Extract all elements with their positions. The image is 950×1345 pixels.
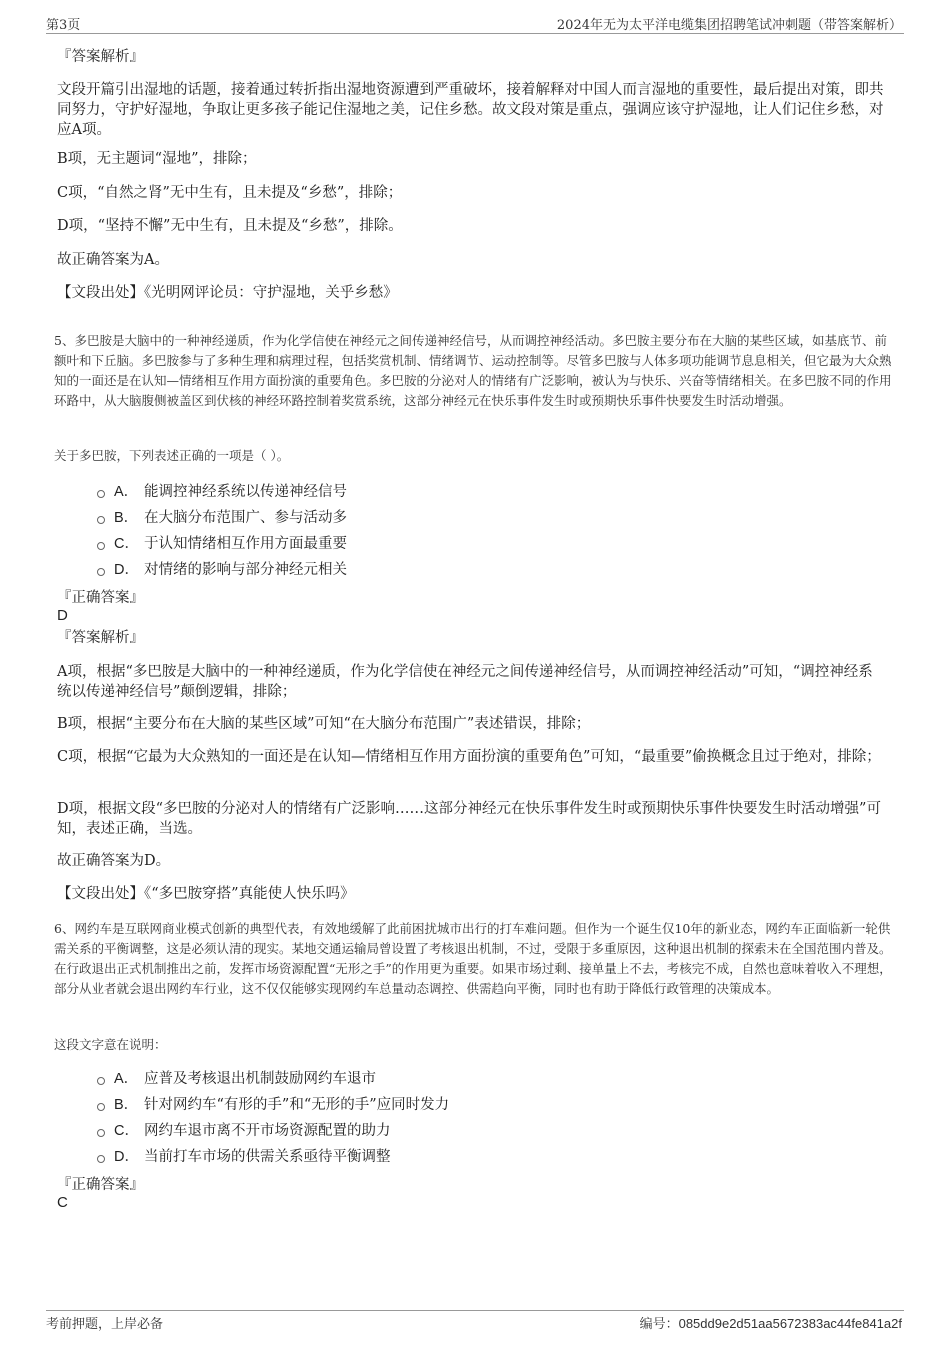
radio-button-icon[interactable] [97, 1077, 105, 1085]
radio-button-icon[interactable] [97, 516, 105, 524]
question-5-passage: 5、多巴胺是大脑中的一种神经递质，作为化学信使在神经元之间传递神经信号，从而调控神经活动。多巴胺主要分布在大脑的某些区域，如基底节、前额叶和下丘脑。多巴胺参与了多种生理和病理过程，包括奖赏机制、情绪调节、运动控制等。尽管多巴胺与人体多项功能调节息息相关，但它最为大众熟知的一面还是在认知—情绪相互作用方面扮演的重要角色。多巴胺的分泌对人的情绪有广泛影响，被认为与快乐、兴奋等情绪相关。在多巴胺不同的作用环路中，从大脑腹侧被盖区到伏核的神经环路控制着奖赏系统，这部分神经元在快乐事件发生时或预期快乐事件快要发生时活动增强。 [54, 333, 892, 408]
analysis-title: 『答案解析』 [57, 630, 144, 646]
radio-button-icon[interactable] [97, 1129, 105, 1137]
radio-button-icon[interactable] [97, 542, 105, 550]
document-title: 2024年无为太平洋电缆集团招聘笔试冲刺题（带答案解析） [556, 18, 902, 33]
analysis-option-d: D项，根据文段“多巴胺的分泌对人的情绪有广泛影响……这部分神经元在快乐事件发生时或预期快乐事件快要发生时活动增强”可知，表述正确，当选。 [57, 801, 881, 837]
footer-slogan: 考前押题，上岸必备 [46, 1317, 164, 1332]
correct-answer-value: D [57, 607, 68, 624]
radio-button-icon[interactable] [97, 490, 105, 498]
analysis-option-d: D项，“坚持不懈”无中生有，且未提及“乡愁”，排除。 [57, 218, 403, 234]
correct-answer-title: 『正确答案』 [57, 1177, 144, 1193]
question-5-option-a[interactable]: A． 能调控神经系统以传递神经信号 [97, 482, 347, 502]
correct-answer-value: C [57, 1194, 68, 1211]
page-number: 第3页 [46, 18, 81, 33]
header-divider [46, 33, 904, 34]
analysis-option-c: C项，根据“它最为大众熟知的一面还是在认知—情绪相互作用方面扮演的重要角色”可知，“最重要”偷换概念且过于绝对，排除； [57, 749, 881, 765]
analysis-paragraph: 文段开篇引出湿地的话题，接着通过转折指出湿地资源遭到严重破坏，接着解释对中国人而言湿地的重要性，最后提出对策，即共同努力，守护好湿地，争取让更多孩子能记住湿地之美，记住乡愁。故文段对策是重点，强调应该守护湿地，让人们记住乡愁，对应A项。 [57, 82, 884, 138]
source-citation: 【文段出处】《光明网评论员：守护湿地，关乎乡愁》 [57, 285, 398, 301]
analysis-option-b: B项，根据“主要分布在大脑的某些区域”可知“在大脑分布范围广”表述错误，排除； [57, 716, 591, 732]
conclusion: 故正确答案为D。 [57, 853, 171, 869]
radio-button-icon[interactable] [97, 568, 105, 576]
question-5-option-d[interactable]: D． 对情绪的影响与部分神经元相关 [97, 560, 347, 580]
analysis-option-c: C项，“自然之肾”无中生有，且未提及“乡愁”，排除； [57, 185, 403, 201]
question-5-option-b[interactable]: B． 在大脑分布范围广、参与活动多 [97, 508, 347, 528]
document-code: 编号：085dd9e2d51aa5672383ac44fe841a2f [639, 1316, 902, 1332]
question-6-option-a[interactable]: A． 应普及考核退出机制鼓励网约车退市 [97, 1069, 376, 1089]
radio-button-icon[interactable] [97, 1103, 105, 1111]
analysis-option-a: A项，根据“多巴胺是大脑中的一种神经递质，作为化学信使在神经元之间传递神经信号，从而调控神经活动”可知，“调控神经系统以传递神经信号”颠倒逻辑，排除； [57, 664, 873, 700]
question-6-option-b[interactable]: B． 针对网约车“有形的手”和“无形的手”应同时发力 [97, 1095, 449, 1115]
question-5-prompt: 关于多巴胺，下列表述正确的一项是（ ）。 [54, 448, 290, 463]
question-6-prompt: 这段文字意在说明： [54, 1037, 167, 1052]
question-6-option-d[interactable]: D． 当前打车市场的供需关系亟待平衡调整 [97, 1147, 391, 1167]
footer-divider [46, 1310, 904, 1311]
correct-answer-title: 『正确答案』 [57, 590, 144, 606]
source-citation: 【文段出处】《“多巴胺穿搭”真能使人快乐吗》 [57, 886, 355, 902]
analysis-title: 『答案解析』 [57, 49, 144, 65]
question-6-option-c[interactable]: C． 网约车退市离不开市场资源配置的助力 [97, 1121, 391, 1141]
radio-button-icon[interactable] [97, 1155, 105, 1163]
conclusion: 故正确答案为A。 [57, 252, 169, 268]
question-5-option-c[interactable]: C． 于认知情绪相互作用方面最重要 [97, 534, 347, 554]
question-6-passage: 6、网约车是互联网商业模式创新的典型代表，有效地缓解了此前困扰城市出行的打车难问题。但作为一个诞生仅10年的新业态，网约车正面临新一轮供需关系的平衡调整，这是必须认清的现实。某地交通运输局曾设置了考核退出机制，不过，受限于多重原因，这种退出机制的探索未在全国范围内普及。在行政退出正式机制推出之前，发挥市场资源配置“无形之手”的作用更为重要。如果市场过剩、接单量上不去，考核完不成，自然也意味着收入不理想，部分从业者就会退出网约车行业，这不仅仅能够实现网约车总量动态调控、供需趋向平衡，同时也有助于降低行政管理的决策成本。 [54, 921, 892, 996]
analysis-option-b: B项，无主题词“湿地”，排除； [57, 151, 257, 167]
